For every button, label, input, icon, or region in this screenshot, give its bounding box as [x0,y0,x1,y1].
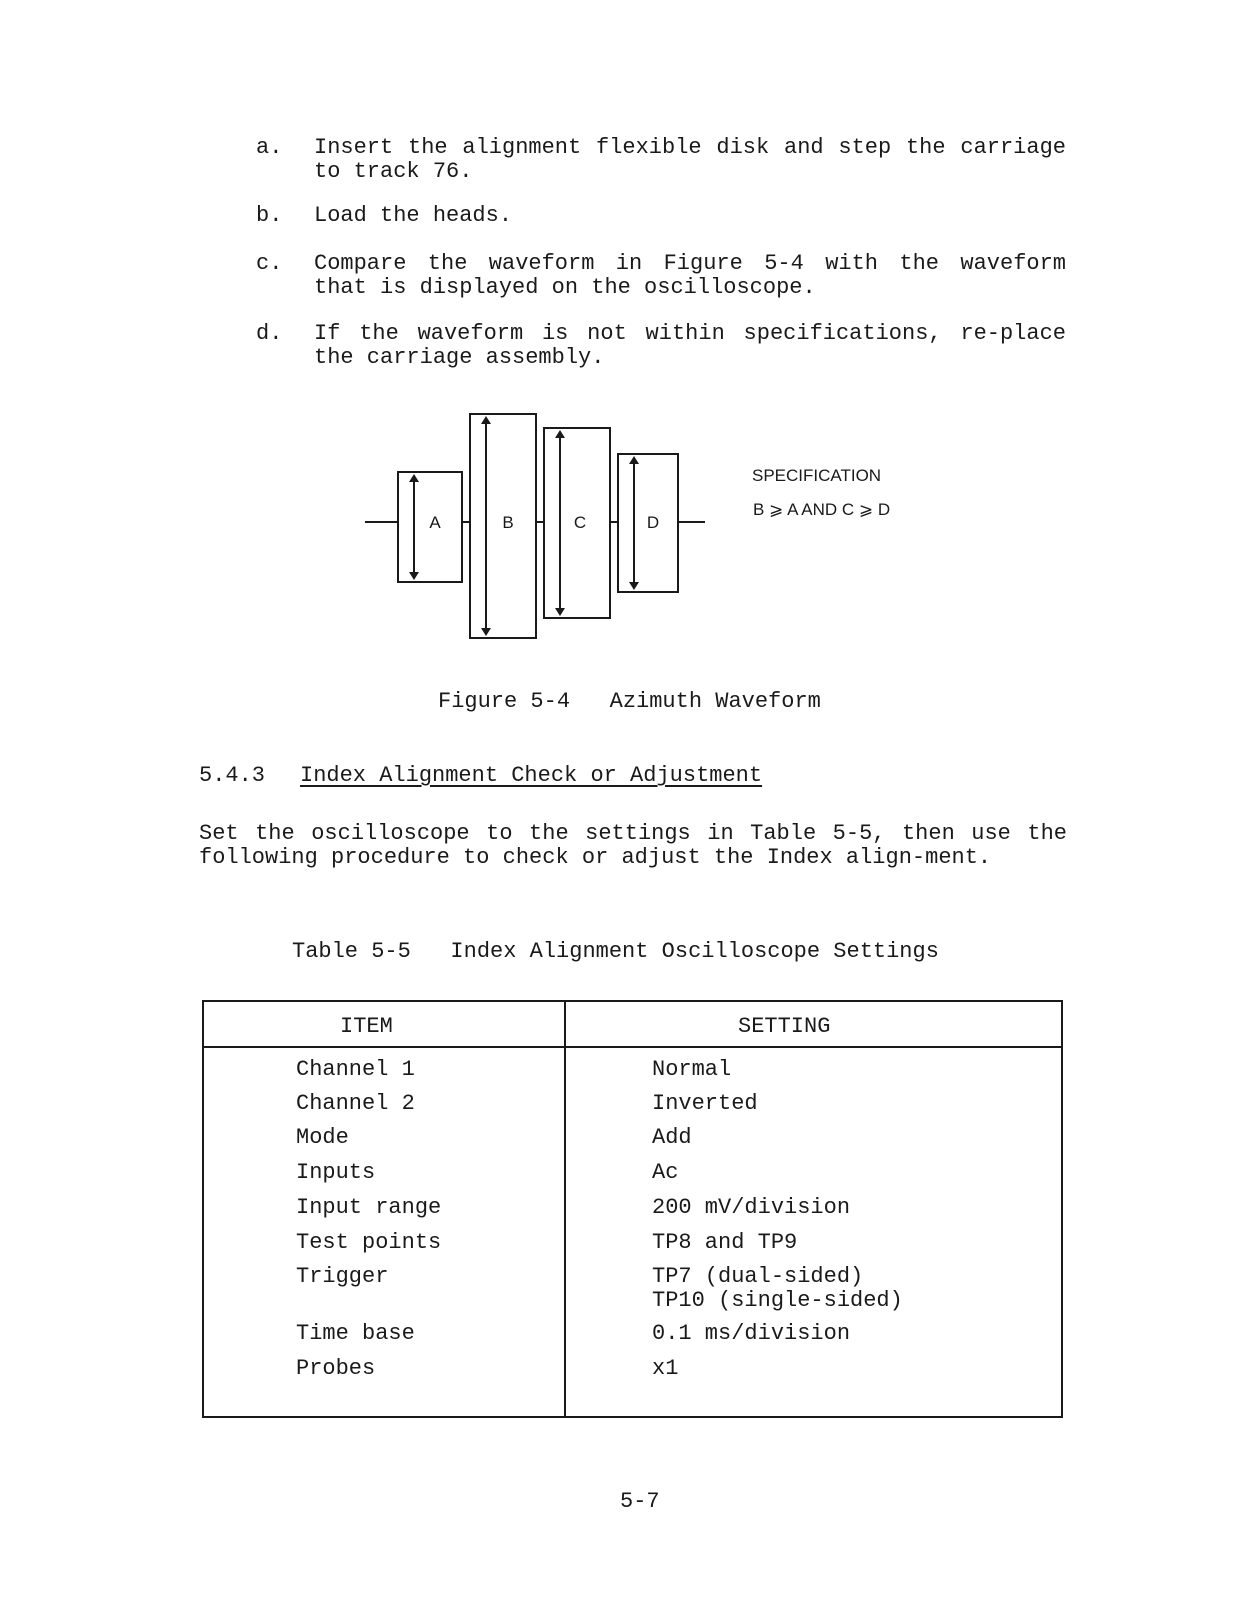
table-cell-item: Channel 2 [296,1091,415,1116]
table-cell-setting: x1 [652,1356,679,1381]
spec-rule: B ⩾ A AND C ⩾ D [753,500,891,519]
section-number: 5.4.3 [199,763,266,788]
table-title: Table 5-5 Index Alignment Oscilloscope Settings [292,939,939,964]
column-header-setting: SETTING [738,1014,831,1039]
table-cell-setting: Inverted [652,1091,758,1116]
step-a-text: Insert the alignment flexible disk and step the carriage to track 76. [314,135,1066,184]
table-cell-item: Inputs [296,1160,376,1185]
table-cell-setting: Ac [652,1160,679,1185]
settings-table [202,1000,1063,1418]
label-d: D [646,513,660,532]
table-cell-setting: Normal [652,1057,732,1082]
header-divider [204,1046,1061,1048]
column-divider [564,1002,566,1416]
table-cell-item: Time base [296,1321,415,1346]
table-cell-item: Trigger [296,1264,389,1289]
label-c: C [573,513,587,532]
table-cell-item: Channel 1 [296,1057,415,1082]
step-c-text: Compare the waveform in Figure 5-4 with the waveform that is displayed on the oscilloscope. [314,251,1066,300]
spec-title: SPECIFICATION [752,466,882,485]
figure-caption: Figure 5-4 Azimuth Waveform [438,689,821,714]
section-paragraph: Set the oscilloscope to the settings in Table 5-5, then use the following procedure to check or adjust the Index align-ment. [199,821,1067,870]
step-c-letter: c. [256,251,283,276]
table-cell-item: Test points [296,1230,442,1255]
step-b-letter: b. [256,203,283,228]
page-number: 5-7 [620,1489,660,1514]
table-cell-setting: TP7 (dual-sided) TP10 (single-sided) [652,1264,903,1313]
table-cell-item: Probes [296,1356,376,1381]
table-cell-setting: TP8 and TP9 [652,1230,798,1255]
table-cell-setting: Add [652,1125,692,1150]
table-cell-item: Mode [296,1125,349,1150]
step-a-letter: a. [256,135,283,160]
section-title: Index Alignment Check or Adjustment [300,763,763,788]
label-b: B [502,513,514,532]
table-cell-setting: 200 mV/division [652,1195,851,1220]
step-d-text: If the waveform is not within specifications, re-place the carriage assembly. [314,321,1066,370]
table-cell-item: Input range [296,1195,442,1220]
step-d-letter: d. [256,321,283,346]
table-cell-setting: 0.1 ms/division [652,1321,851,1346]
column-header-item: ITEM [340,1014,393,1039]
step-b-text: Load the heads. [314,203,513,228]
label-a: A [429,513,441,532]
azimuth-waveform-figure [360,412,920,652]
